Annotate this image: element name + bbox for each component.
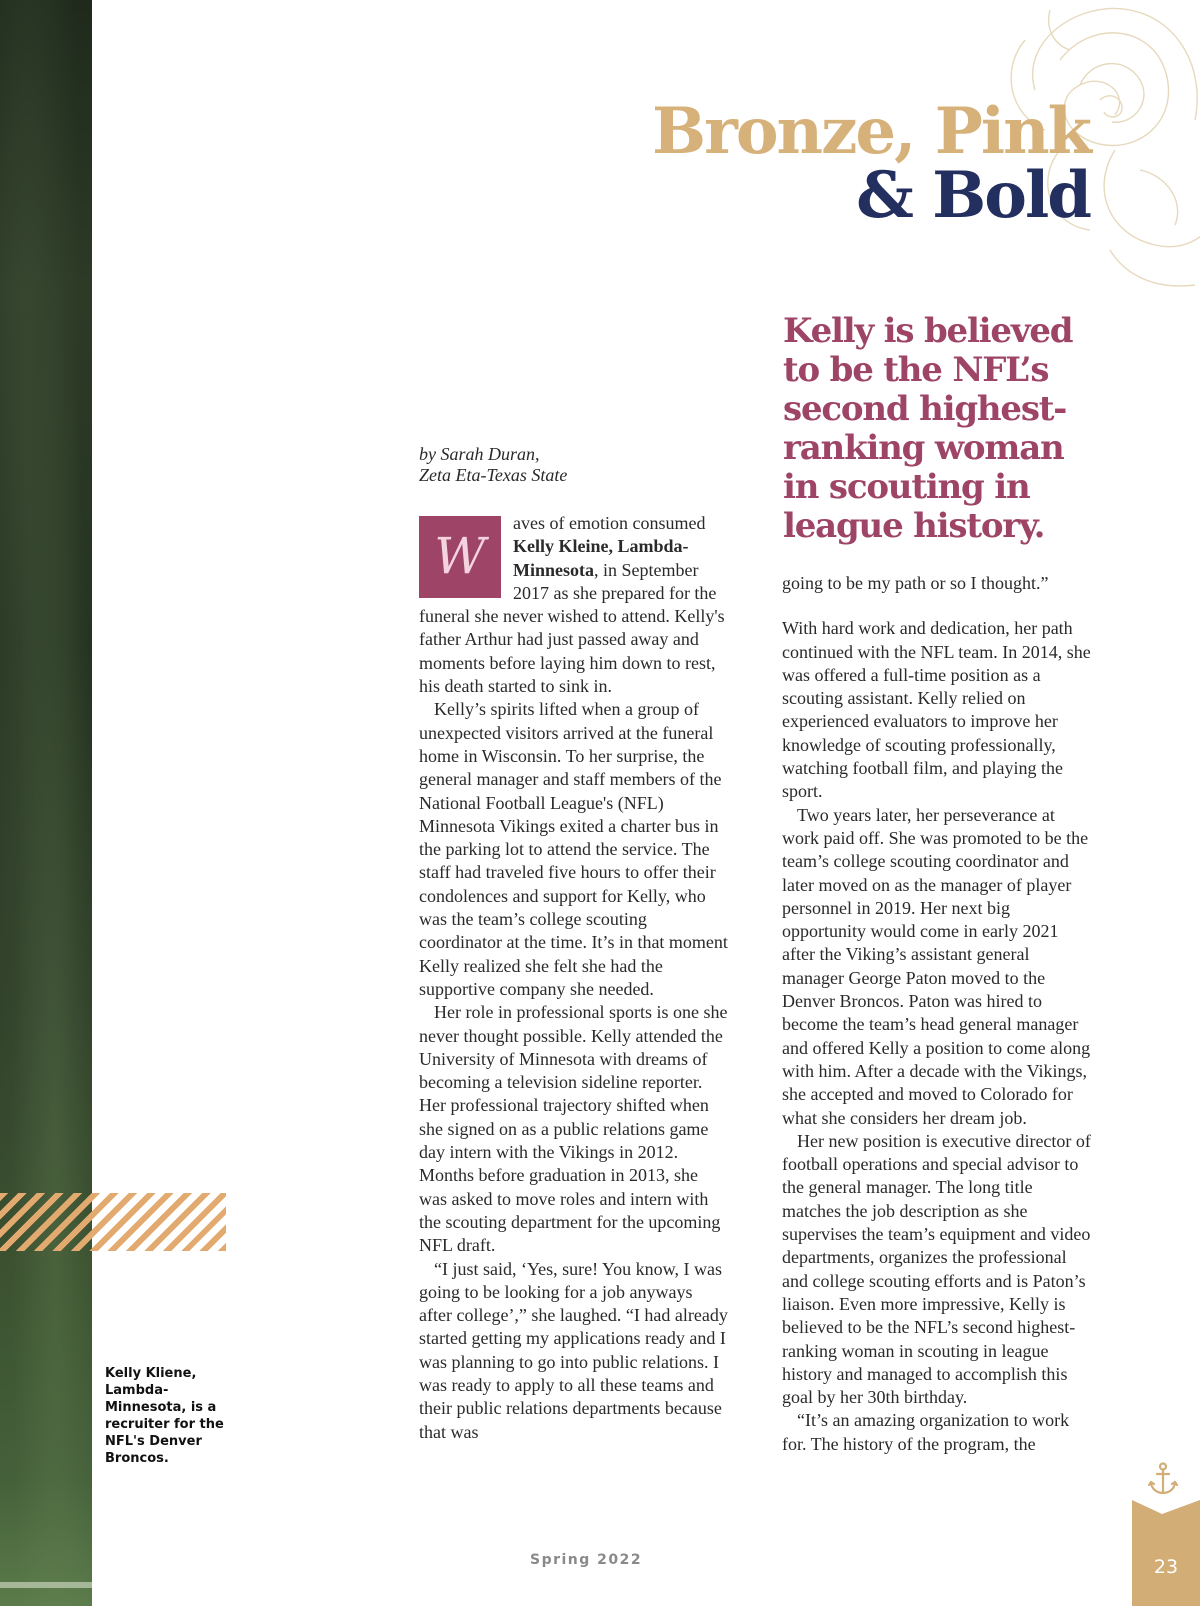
paragraph-1 <box>419 512 729 698</box>
article-column-right <box>782 572 1092 1456</box>
drop-cap: W <box>419 516 501 598</box>
paragraph-1-name: Kelly Kleine, Lambda-Minnesota <box>513 536 689 580</box>
paragraph-1-rest: , in September 2017 as she prepared for the funeral she never wished to attend. Kelly's father Arthur had just passed away and moments before laying him down to rest, his death started to sink in. <box>419 559 725 697</box>
page-number: 23 <box>1153 1556 1179 1578</box>
cover-photo-edge <box>0 0 92 1606</box>
byline <box>419 444 739 486</box>
article-column-left <box>419 512 729 1444</box>
diagonal-stripes-decoration <box>0 1193 226 1251</box>
page-number-tab <box>1132 1500 1200 1606</box>
paragraph-6: With hard work and dedication, her path continued with the NFL team. In 2014, she was offered a full-time position as a scouting assistant. Kelly relied on experienced evaluators to improve her knowledge of scouting professionally, watching football film, and playing the sport. <box>782 618 1091 802</box>
photo-caption: Kelly Kliene, Lambda-Minnesota, is a recruiter for the NFL's Denver Broncos. <box>105 1366 224 1466</box>
paragraph-7: Two years later, her perseverance at work paid off. She was promoted to be the team’s college scouting coordinator and later moved on as the manager of player personnel in 2019. Her next big opportunity would come in early 2021 after the Viking’s assistant general manager George Paton moved to the Denver Broncos. Paton was hired to become the team’s head general manager and offered Kelly a position to come along with him. After a decade with the Vikings, she accepted and moved to Colorado for what she considers her dream job. <box>782 804 1091 1128</box>
paragraph-5: going to be my path or so I thought.” <box>782 573 1049 593</box>
field-line <box>0 1582 92 1588</box>
title-line-2: & Bold <box>856 158 1090 233</box>
paragraph-3: Her role in professional sports is one she never thought possible. Kelly attended the University of Minnesota with dreams of becoming a television sideline reporter. Her professional trajectory shifted when she signed on as a public relations game day intern with the Vikings in 2012. Months before graduation in 2013, she was asked to move roles and intern with the scouting department for the upcoming NFL draft. <box>419 1002 728 1256</box>
page-tab-shape <box>1132 1500 1200 1606</box>
article-title <box>652 94 1090 233</box>
paragraph-1-lead: aves of emotion consumed <box>513 513 706 533</box>
paragraph-4: “I just said, ‘Yes, sure! You know, I was going to be looking for a job anyways after college’,” she laughed. “I had already started getting my applications ready and I was planning to go into public relations. I was ready to apply to all these teams and their public relations departments because that was <box>419 1258 728 1442</box>
paragraph-8: Her new position is executive director of football operations and special advisor to the general manager. The long title matches the job description as she supervises the team’s equipment and video departments, organizes the professional and college scouting efforts and is Paton’s liaison. Even more impressive, Kelly is believed to be the NFL’s second highest-ranking woman in scouting in league history and managed to accomplish this goal by her 30th birthday. <box>782 1130 1091 1408</box>
photo-shading <box>0 0 92 1606</box>
byline-chapter: Zeta Eta-Texas State <box>419 465 568 485</box>
paragraph-9: “It’s an amazing organization to work for. The history of the program, the <box>782 1410 1070 1454</box>
paragraph-gap <box>782 595 1092 617</box>
byline-author: by Sarah Duran, <box>419 444 540 464</box>
issue-label: Spring 2022 <box>530 1552 643 1568</box>
title-line-1: Bronze, Pink <box>652 94 1090 169</box>
pull-quote: Kelly is believed to be the NFL’s second highest-ranking woman in scouting in league history. <box>783 311 1073 546</box>
paragraph-2: Kelly’s spirits lifted when a group of unexpected visitors arrived at the funeral home in Wisconsin. To her surprise, the general manager and staff members of the National Football League's (NFL) Minnesota Vikings exited a charter bus in the parking lot to attend the service. The staff had traveled five hours to offer their condolences and support for Kelly, who was the team’s college scouting coordinator at the time. It’s in that moment Kelly realized she felt she had the supportive company she needed. <box>419 699 728 999</box>
anchor-icon <box>1148 1462 1178 1496</box>
